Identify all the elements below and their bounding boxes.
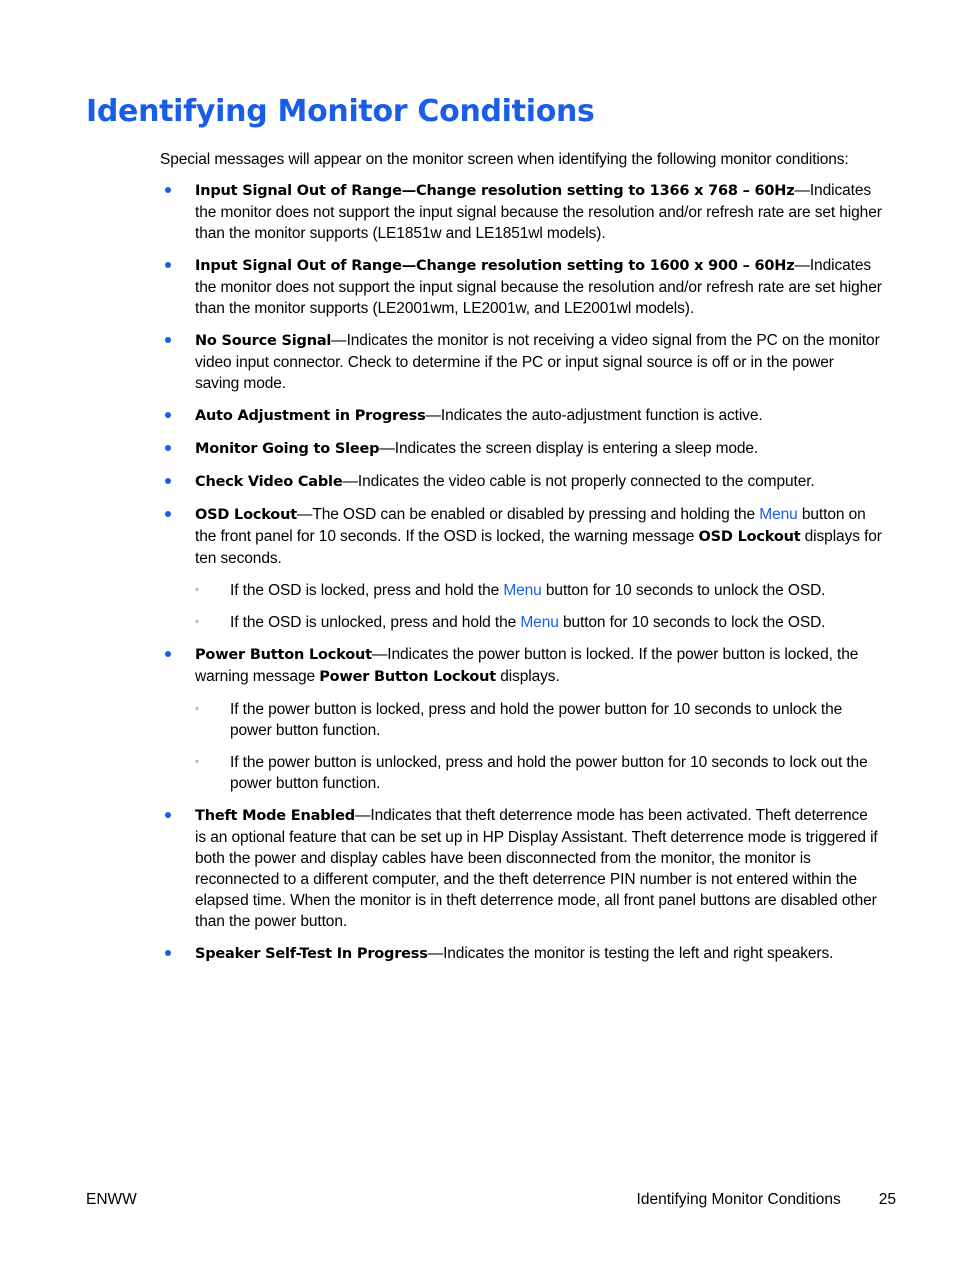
item-text: displays for ten seconds. xyxy=(195,528,882,567)
item-text: —Indicates that theft deterrence mode has been activated. Theft deterrence is an optional feature that can be set up in HP Display Assistant. Theft deterrence mode is triggered if both the power and display cables have been disconnected from the monitor, the monitor is reconnected to a different computer, and the theft deterrence PIN number is not entered within the elapsed time. When the monitor is in theft deterrence mode, all front panel buttons are disabled other than the power button. xyxy=(195,807,878,930)
page-number: 25 xyxy=(878,1191,896,1208)
bullet-icon xyxy=(165,950,171,956)
sub-list-item xyxy=(195,580,882,601)
bullet-icon xyxy=(165,412,171,418)
list-item xyxy=(160,943,882,965)
list-item xyxy=(160,805,882,932)
sub-item-text: If the OSD is unlocked, press and hold the xyxy=(230,614,521,631)
circle-bullet-icon: ◦ xyxy=(195,756,199,768)
item-term: Power Button Lockout xyxy=(195,647,372,663)
menu-button-reference: Menu xyxy=(520,614,559,631)
intro-paragraph: Special messages will appear on the monitor screen when identifying the following monitor conditions: xyxy=(160,151,849,168)
circle-bullet-icon: ◦ xyxy=(195,584,199,596)
warning-message-name: OSD Lockout xyxy=(698,529,801,545)
sub-item-text: If the OSD is locked, press and hold the xyxy=(230,582,504,599)
item-term: OSD Lockout xyxy=(195,507,297,523)
list-item xyxy=(160,330,882,394)
bullet-icon xyxy=(165,337,171,343)
sub-item-text: button for 10 seconds to unlock the OSD. xyxy=(541,582,826,599)
footer-locale: ENWW xyxy=(86,1191,137,1208)
bullet-icon xyxy=(165,812,171,818)
item-text: displays. xyxy=(496,668,560,685)
sub-item-text: button for 10 seconds to lock the OSD. xyxy=(558,614,826,631)
item-term: Input Signal Out of Range—Change resolution setting to 1366 x 768 – 60Hz xyxy=(195,183,795,199)
item-term: Auto Adjustment in Progress xyxy=(195,408,426,424)
item-text: —Indicates the power button is locked. If the power button is locked, the warning message xyxy=(195,646,859,685)
conditions-list xyxy=(160,180,882,976)
sub-item-text: If the power button is locked, press and hold the power button for 10 seconds to unlock the power button function. xyxy=(230,701,843,739)
list-item xyxy=(160,180,882,244)
bullet-icon xyxy=(165,187,171,193)
list-item xyxy=(160,255,882,319)
menu-button-reference: Menu xyxy=(759,506,798,523)
menu-button-reference: Menu xyxy=(503,582,542,599)
item-term: Monitor Going to Sleep xyxy=(195,441,380,457)
item-text: —Indicates the screen display is entering a sleep mode. xyxy=(379,440,759,457)
circle-bullet-icon: ◦ xyxy=(195,616,199,628)
bullet-icon xyxy=(165,445,171,451)
bullet-icon xyxy=(165,511,171,517)
item-text: —Indicates the video cable is not properly connected to the computer. xyxy=(342,473,815,490)
bullet-icon xyxy=(165,262,171,268)
sub-list-item xyxy=(195,699,882,741)
list-item xyxy=(160,644,882,794)
page-title: Identifying Monitor Conditions xyxy=(86,94,595,129)
sub-list xyxy=(195,699,882,794)
list-item xyxy=(160,471,882,493)
item-text: —Indicates the monitor does not support the input signal because the resolution and/or refresh rate are set higher than the monitor supports (LE1851w and LE1851wl models). xyxy=(195,182,882,242)
sub-list-item xyxy=(195,612,882,633)
item-term: Input Signal Out of Range—Change resolution setting to 1600 x 900 – 60Hz xyxy=(195,258,795,274)
item-text: —Indicates the monitor does not support the input signal because the resolution and/or refresh rate are set higher than the monitor supports (LE2001wm, LE2001w, and LE2001wl models). xyxy=(195,257,882,317)
list-item xyxy=(160,438,882,460)
item-term: No Source Signal xyxy=(195,333,332,349)
circle-bullet-icon: ◦ xyxy=(195,703,199,715)
sub-list xyxy=(195,580,882,633)
warning-message-name: Power Button Lockout xyxy=(319,669,497,685)
sub-item-text: If the power button is unlocked, press and hold the power button for 10 seconds to lock out the power button function. xyxy=(230,754,868,792)
list-item xyxy=(160,504,882,633)
item-term: Speaker Self-Test In Progress xyxy=(195,946,428,962)
bullet-icon xyxy=(165,478,171,484)
footer-section xyxy=(637,1189,896,1210)
item-text: button on the front panel for 10 seconds. If the OSD is locked, the warning message xyxy=(195,506,866,545)
item-text: —The OSD can be enabled or disabled by pressing and holding the xyxy=(296,506,760,523)
bullet-icon xyxy=(165,651,171,657)
item-text: —Indicates the monitor is testing the left and right speakers. xyxy=(427,945,834,962)
item-term: Check Video Cable xyxy=(195,474,343,490)
item-text: —Indicates the monitor is not receiving a video signal from the PC on the monitor video input connector. Check to determine if the PC or input signal source is off or in the power saving mode. xyxy=(195,332,880,392)
item-text: —Indicates the auto-adjustment function is active. xyxy=(425,407,763,424)
list-item xyxy=(160,405,882,427)
sub-list-item xyxy=(195,752,882,794)
item-term: Theft Mode Enabled xyxy=(195,808,355,824)
footer-section-title: Identifying Monitor Conditions xyxy=(636,1191,841,1208)
